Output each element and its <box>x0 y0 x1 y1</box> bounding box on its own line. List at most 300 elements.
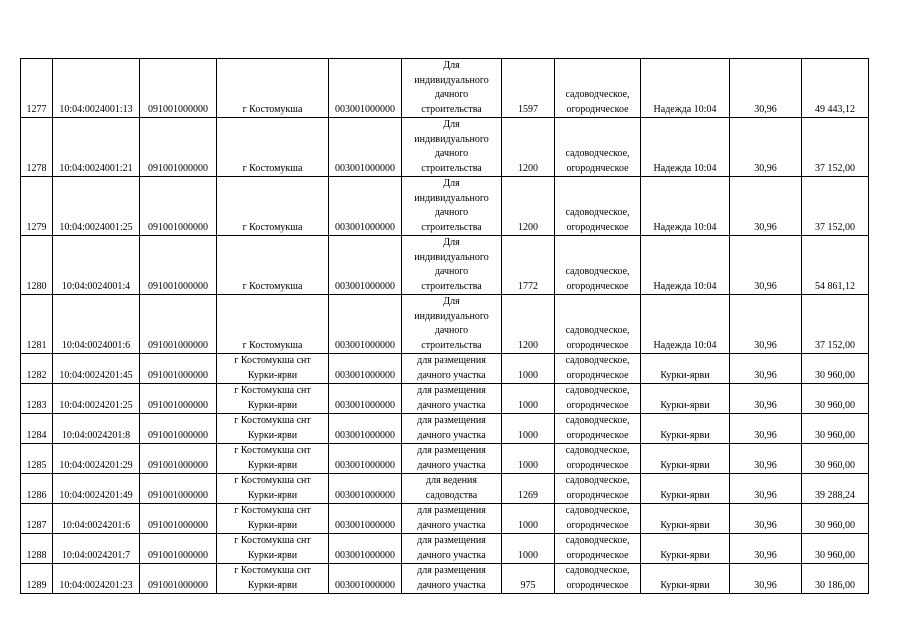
oktmo-code-cell <box>140 59 217 118</box>
specific-rate: 30,96 <box>754 429 777 441</box>
oktmo-code-cell <box>140 177 217 236</box>
zone-cell <box>641 236 730 295</box>
land-category-line: садоводческое, <box>565 505 630 516</box>
area-value: 975 <box>520 579 536 591</box>
oktmo-code: 091001000000 <box>148 221 208 233</box>
area-cell <box>502 444 555 474</box>
table-row <box>21 474 869 504</box>
area-cell <box>502 59 555 118</box>
area-value: 1200 <box>518 162 538 174</box>
okato-code: 003001000000 <box>335 162 395 174</box>
cadastral-value: 30 960,00 <box>815 519 855 531</box>
cadastral-number: 10:04:0024201:8 <box>61 429 131 441</box>
locality-line: Курки-ярви <box>247 519 298 531</box>
permitted-use-line: индивидуального <box>414 74 489 86</box>
cadastral-number-cell <box>53 177 140 236</box>
oktmo-code: 091001000000 <box>148 103 208 115</box>
permitted-use-cell <box>402 534 502 564</box>
permitted-use-cell <box>402 564 502 594</box>
permitted-use-line: дачного участка <box>417 549 486 561</box>
rate-cell <box>730 534 802 564</box>
cadastral-value-cell <box>802 414 869 444</box>
locality-line: г Костомукша снт <box>234 535 311 546</box>
cadastral-value-cell <box>802 474 869 504</box>
cadastral-number-cell <box>53 564 140 594</box>
oktmo-code: 091001000000 <box>148 459 208 471</box>
okato-code: 003001000000 <box>335 459 395 471</box>
land-category-line: огороднческое <box>566 519 629 531</box>
land-category-line: садоводческое, <box>565 445 630 456</box>
permitted-use-cell <box>402 474 502 504</box>
cadastral-value: 37 152,00 <box>815 162 855 174</box>
permitted-use-line: дачного участка <box>417 519 486 531</box>
permitted-use-line: дачного <box>434 266 469 277</box>
land-category-line: садоводческое, <box>565 207 630 218</box>
permitted-use-cell <box>402 59 502 118</box>
locality-cell <box>217 177 329 236</box>
cadastral-value-cell <box>802 59 869 118</box>
oktmo-code-cell <box>140 444 217 474</box>
table-row <box>21 504 869 534</box>
land-category-line: огороднческое <box>566 221 629 233</box>
row-number: 1281 <box>26 339 47 351</box>
okato-code: 003001000000 <box>335 429 395 441</box>
row-number: 1283 <box>26 399 47 411</box>
land-category-line: огороднческое <box>566 429 629 441</box>
land-category-cell <box>555 414 641 444</box>
cadastral-value: 54 861,12 <box>815 280 855 292</box>
table-row <box>21 59 869 118</box>
rate-cell <box>730 295 802 354</box>
land-category-cell <box>555 236 641 295</box>
okato-code-cell <box>329 354 402 384</box>
cadastral-value-cell <box>802 444 869 474</box>
land-category-line: огороднческое <box>566 549 629 561</box>
okato-code: 003001000000 <box>335 339 395 351</box>
okato-code-cell <box>329 118 402 177</box>
row-number: 1287 <box>26 519 47 531</box>
permitted-use-line: дачного участка <box>417 429 486 441</box>
land-category-cell <box>555 474 641 504</box>
area-value: 1000 <box>518 369 538 381</box>
zone-cell <box>641 474 730 504</box>
cadastral-value: 37 152,00 <box>815 221 855 233</box>
zone-cell <box>641 354 730 384</box>
cadastral-value-cell <box>802 534 869 564</box>
locality-line: г Костомукша <box>242 280 303 292</box>
rate-cell <box>730 59 802 118</box>
locality-line: г Костомукша <box>242 103 303 115</box>
locality-cell <box>217 118 329 177</box>
locality-line: г Костомукша снт <box>234 565 311 576</box>
land-category-line: садоводческое, <box>565 325 630 336</box>
land-category-line: садоводческое, <box>565 385 630 396</box>
row-number-cell <box>21 177 53 236</box>
row-number: 1284 <box>26 429 47 441</box>
area-value: 1200 <box>518 221 538 233</box>
zone-name: Надежда 10:04 <box>653 221 717 233</box>
specific-rate: 30,96 <box>754 459 777 471</box>
row-number: 1278 <box>26 162 47 174</box>
oktmo-code: 091001000000 <box>148 489 208 501</box>
cadastral-number: 10:04:0024201:29 <box>59 459 133 471</box>
zone-cell <box>641 59 730 118</box>
oktmo-code-cell <box>140 118 217 177</box>
locality-line: г Костомукша снт <box>234 505 311 516</box>
oktmo-code-cell <box>140 236 217 295</box>
permitted-use-line: Для <box>443 296 460 307</box>
oktmo-code: 091001000000 <box>148 519 208 531</box>
table-row <box>21 177 869 236</box>
permitted-use-line: для размещения <box>417 445 486 456</box>
area-value: 1000 <box>518 429 538 441</box>
land-category-line: огороднческое <box>566 339 629 351</box>
cadastral-number: 10:04:0024201:25 <box>59 399 133 411</box>
okato-code-cell <box>329 564 402 594</box>
zone-cell <box>641 414 730 444</box>
rate-cell <box>730 474 802 504</box>
specific-rate: 30,96 <box>754 280 777 292</box>
area-cell <box>502 354 555 384</box>
area-value: 1772 <box>518 280 538 292</box>
permitted-use-line: для размещения <box>417 355 486 366</box>
row-number-cell <box>21 118 53 177</box>
cadastral-value: 30 960,00 <box>815 429 855 441</box>
cadastral-number: 10:04:0024001:25 <box>59 221 133 233</box>
locality-cell <box>217 59 329 118</box>
cadastral-value: 37 152,00 <box>815 339 855 351</box>
oktmo-code: 091001000000 <box>148 399 208 411</box>
area-value: 1000 <box>518 459 538 471</box>
okato-code-cell <box>329 414 402 444</box>
zone-name: Курки-ярви <box>660 549 710 561</box>
land-category-line: садоводческое, <box>565 355 630 366</box>
row-number: 1280 <box>26 280 47 292</box>
okato-code: 003001000000 <box>335 519 395 531</box>
cadastral-number: 10:04:0024201:49 <box>59 489 133 501</box>
locality-cell <box>217 504 329 534</box>
permitted-use-line: индивидуального <box>414 310 489 322</box>
cadastral-number-cell <box>53 59 140 118</box>
specific-rate: 30,96 <box>754 103 777 115</box>
okato-code: 003001000000 <box>335 579 395 591</box>
oktmo-code: 091001000000 <box>148 162 208 174</box>
okato-code: 003001000000 <box>335 280 395 292</box>
okato-code-cell <box>329 295 402 354</box>
land-category-line: садоводческое, <box>565 148 630 159</box>
area-value: 1269 <box>518 489 538 501</box>
row-number-cell <box>21 354 53 384</box>
cadastral-number: 10:04:0024201:45 <box>59 369 133 381</box>
specific-rate: 30,96 <box>754 162 777 174</box>
zone-cell <box>641 177 730 236</box>
land-category-cell <box>555 534 641 564</box>
zone-cell <box>641 564 730 594</box>
land-category-line: огороднческое <box>566 489 629 501</box>
locality-line: г Костомукша <box>242 221 303 233</box>
row-number: 1289 <box>26 579 47 591</box>
permitted-use-line: дачного <box>434 325 469 336</box>
permitted-use-cell <box>402 444 502 474</box>
locality-cell <box>217 444 329 474</box>
permitted-use-line: Для <box>443 178 460 189</box>
cadastral-number: 10:04:0024001:6 <box>61 339 131 351</box>
locality-line: Курки-ярви <box>247 459 298 471</box>
permitted-use-line: дачного участка <box>417 579 486 591</box>
row-number: 1282 <box>26 369 47 381</box>
zone-name: Курки-ярви <box>660 399 710 411</box>
area-value: 1200 <box>518 339 538 351</box>
zone-cell <box>641 384 730 414</box>
okato-code: 003001000000 <box>335 549 395 561</box>
row-number-cell <box>21 444 53 474</box>
permitted-use-line: дачного <box>434 89 469 100</box>
cadastral-value-cell <box>802 295 869 354</box>
land-category-line: садоводческое, <box>565 475 630 486</box>
cadastral-value: 30 960,00 <box>815 549 855 561</box>
row-number-cell <box>21 384 53 414</box>
area-cell <box>502 474 555 504</box>
okato-code: 003001000000 <box>335 399 395 411</box>
area-cell <box>502 177 555 236</box>
locality-line: г Костомукша снт <box>234 415 311 426</box>
rate-cell <box>730 384 802 414</box>
okato-code-cell <box>329 444 402 474</box>
locality-line: Курки-ярви <box>247 429 298 441</box>
rate-cell <box>730 354 802 384</box>
cadastral-number-cell <box>53 295 140 354</box>
permitted-use-line: для ведения <box>426 475 477 486</box>
row-number: 1277 <box>26 103 47 115</box>
permitted-use-line: для размещения <box>417 385 486 396</box>
land-category-line: огороднческое <box>566 369 629 381</box>
cadastral-value: 49 443,12 <box>815 103 855 115</box>
specific-rate: 30,96 <box>754 579 777 591</box>
cadastral-number: 10:04:0024201:6 <box>61 519 131 531</box>
table-row <box>21 444 869 474</box>
cadastral-value: 39 288,24 <box>815 489 855 501</box>
locality-line: Курки-ярви <box>247 579 298 591</box>
land-category-line: огороднческое <box>566 162 629 174</box>
row-number: 1288 <box>26 549 47 561</box>
cadastral-number-cell <box>53 504 140 534</box>
land-category-cell <box>555 504 641 534</box>
permitted-use-line: дачного <box>434 148 469 159</box>
land-registry-body <box>21 59 869 594</box>
cadastral-number: 10:04:0024001:13 <box>59 103 133 115</box>
zone-name: Надежда 10:04 <box>653 162 717 174</box>
cadastral-number-cell <box>53 534 140 564</box>
oktmo-code-cell <box>140 295 217 354</box>
row-number-cell <box>21 474 53 504</box>
okato-code-cell <box>329 236 402 295</box>
permitted-use-cell <box>402 414 502 444</box>
cadastral-value-cell <box>802 236 869 295</box>
locality-cell <box>217 354 329 384</box>
oktmo-code: 091001000000 <box>148 429 208 441</box>
cadastral-value: 30 960,00 <box>815 399 855 411</box>
okato-code: 003001000000 <box>335 369 395 381</box>
land-category-line: огороднческое <box>566 399 629 411</box>
zone-name: Курки-ярви <box>660 579 710 591</box>
permitted-use-line: строительства <box>421 221 482 233</box>
permitted-use-line: дачного участка <box>417 369 486 381</box>
cadastral-value-cell <box>802 564 869 594</box>
land-category-line: огороднческое <box>566 579 629 591</box>
zone-cell <box>641 534 730 564</box>
okato-code-cell <box>329 474 402 504</box>
land-category-cell <box>555 177 641 236</box>
area-value: 1000 <box>518 519 538 531</box>
oktmo-code: 091001000000 <box>148 280 208 292</box>
permitted-use-line: индивидуального <box>414 192 489 204</box>
permitted-use-cell <box>402 354 502 384</box>
table-row <box>21 236 869 295</box>
permitted-use-line: индивидуального <box>414 251 489 263</box>
row-number: 1279 <box>26 221 47 233</box>
cadastral-number: 10:04:0024001:4 <box>61 280 131 292</box>
locality-cell <box>217 474 329 504</box>
specific-rate: 30,96 <box>754 549 777 561</box>
locality-line: Курки-ярви <box>247 489 298 501</box>
permitted-use-line: для размещения <box>417 565 486 576</box>
permitted-use-line: Для <box>443 237 460 248</box>
land-category-line: садоводческое, <box>565 535 630 546</box>
okato-code: 003001000000 <box>335 221 395 233</box>
cadastral-number: 10:04:0024201:23 <box>59 579 133 591</box>
table-row <box>21 534 869 564</box>
locality-line: г Костомукша снт <box>234 475 311 486</box>
table-row <box>21 564 869 594</box>
locality-line: Курки-ярви <box>247 399 298 411</box>
land-category-cell <box>555 384 641 414</box>
cadastral-value: 30 186,00 <box>815 579 855 591</box>
locality-cell <box>217 564 329 594</box>
land-category-cell <box>555 295 641 354</box>
row-number-cell <box>21 504 53 534</box>
land-category-line: огороднческое <box>566 103 629 115</box>
specific-rate: 30,96 <box>754 399 777 411</box>
permitted-use-line: Для <box>443 60 460 71</box>
zone-name: Надежда 10:04 <box>653 280 717 292</box>
cadastral-number-cell <box>53 444 140 474</box>
area-cell <box>502 118 555 177</box>
permitted-use-line: индивидуального <box>414 133 489 145</box>
specific-rate: 30,96 <box>754 369 777 381</box>
row-number: 1286 <box>26 489 47 501</box>
cadastral-value-cell <box>802 504 869 534</box>
cadastral-value: 30 960,00 <box>815 369 855 381</box>
permitted-use-line: дачного <box>434 207 469 218</box>
cadastral-value: 30 960,00 <box>815 459 855 471</box>
cadastral-number-cell <box>53 414 140 444</box>
permitted-use-line: садоводства <box>425 489 478 501</box>
permitted-use-line: Для <box>443 119 460 130</box>
okato-code-cell <box>329 59 402 118</box>
oktmo-code-cell <box>140 474 217 504</box>
area-cell <box>502 384 555 414</box>
area-cell <box>502 295 555 354</box>
row-number-cell <box>21 236 53 295</box>
locality-cell <box>217 295 329 354</box>
permitted-use-line: для размещения <box>417 535 486 546</box>
cadastral-value-cell <box>802 354 869 384</box>
permitted-use-cell <box>402 295 502 354</box>
oktmo-code: 091001000000 <box>148 579 208 591</box>
cadastral-number-cell <box>53 118 140 177</box>
permitted-use-line: дачного участка <box>417 459 486 471</box>
locality-line: г Костомукша <box>242 162 303 174</box>
table-row <box>21 354 869 384</box>
area-cell <box>502 414 555 444</box>
okato-code-cell <box>329 177 402 236</box>
area-value: 1000 <box>518 549 538 561</box>
locality-cell <box>217 534 329 564</box>
land-category-line: садоводческое, <box>565 89 630 100</box>
okato-code-cell <box>329 504 402 534</box>
zone-cell <box>641 295 730 354</box>
cadastral-number-cell <box>53 354 140 384</box>
permitted-use-line: строительства <box>421 339 482 351</box>
locality-cell <box>217 384 329 414</box>
permitted-use-cell <box>402 504 502 534</box>
specific-rate: 30,96 <box>754 519 777 531</box>
land-category-cell <box>555 444 641 474</box>
oktmo-code-cell <box>140 534 217 564</box>
permitted-use-line: для размещения <box>417 505 486 516</box>
cadastral-number-cell <box>53 236 140 295</box>
specific-rate: 30,96 <box>754 339 777 351</box>
rate-cell <box>730 118 802 177</box>
cadastral-number: 10:04:0024001:21 <box>59 162 133 174</box>
rate-cell <box>730 414 802 444</box>
land-category-line: садоводческое, <box>565 565 630 576</box>
cadastral-number-cell <box>53 384 140 414</box>
permitted-use-line: строительства <box>421 280 482 292</box>
rate-cell <box>730 504 802 534</box>
land-category-cell <box>555 354 641 384</box>
oktmo-code-cell <box>140 354 217 384</box>
rate-cell <box>730 177 802 236</box>
zone-cell <box>641 118 730 177</box>
oktmo-code-cell <box>140 384 217 414</box>
zone-cell <box>641 444 730 474</box>
permitted-use-line: для размещения <box>417 415 486 426</box>
area-cell <box>502 564 555 594</box>
okato-code: 003001000000 <box>335 103 395 115</box>
locality-line: г Костомукша снт <box>234 355 311 366</box>
permitted-use-line: строительства <box>421 103 482 115</box>
table-row <box>21 384 869 414</box>
oktmo-code-cell <box>140 414 217 444</box>
cadastral-number: 10:04:0024201:7 <box>61 549 131 561</box>
area-cell <box>502 534 555 564</box>
zone-name: Курки-ярви <box>660 459 710 471</box>
row-number-cell <box>21 564 53 594</box>
land-category-line: садоводческое, <box>565 415 630 426</box>
area-value: 1597 <box>518 103 538 115</box>
area-cell <box>502 236 555 295</box>
zone-name: Надежда 10:04 <box>653 103 717 115</box>
table-row <box>21 414 869 444</box>
cadastral-value-cell <box>802 177 869 236</box>
land-category-line: огороднческое <box>566 459 629 471</box>
locality-cell <box>217 414 329 444</box>
okato-code-cell <box>329 534 402 564</box>
oktmo-code: 091001000000 <box>148 369 208 381</box>
permitted-use-cell <box>402 236 502 295</box>
row-number-cell <box>21 295 53 354</box>
